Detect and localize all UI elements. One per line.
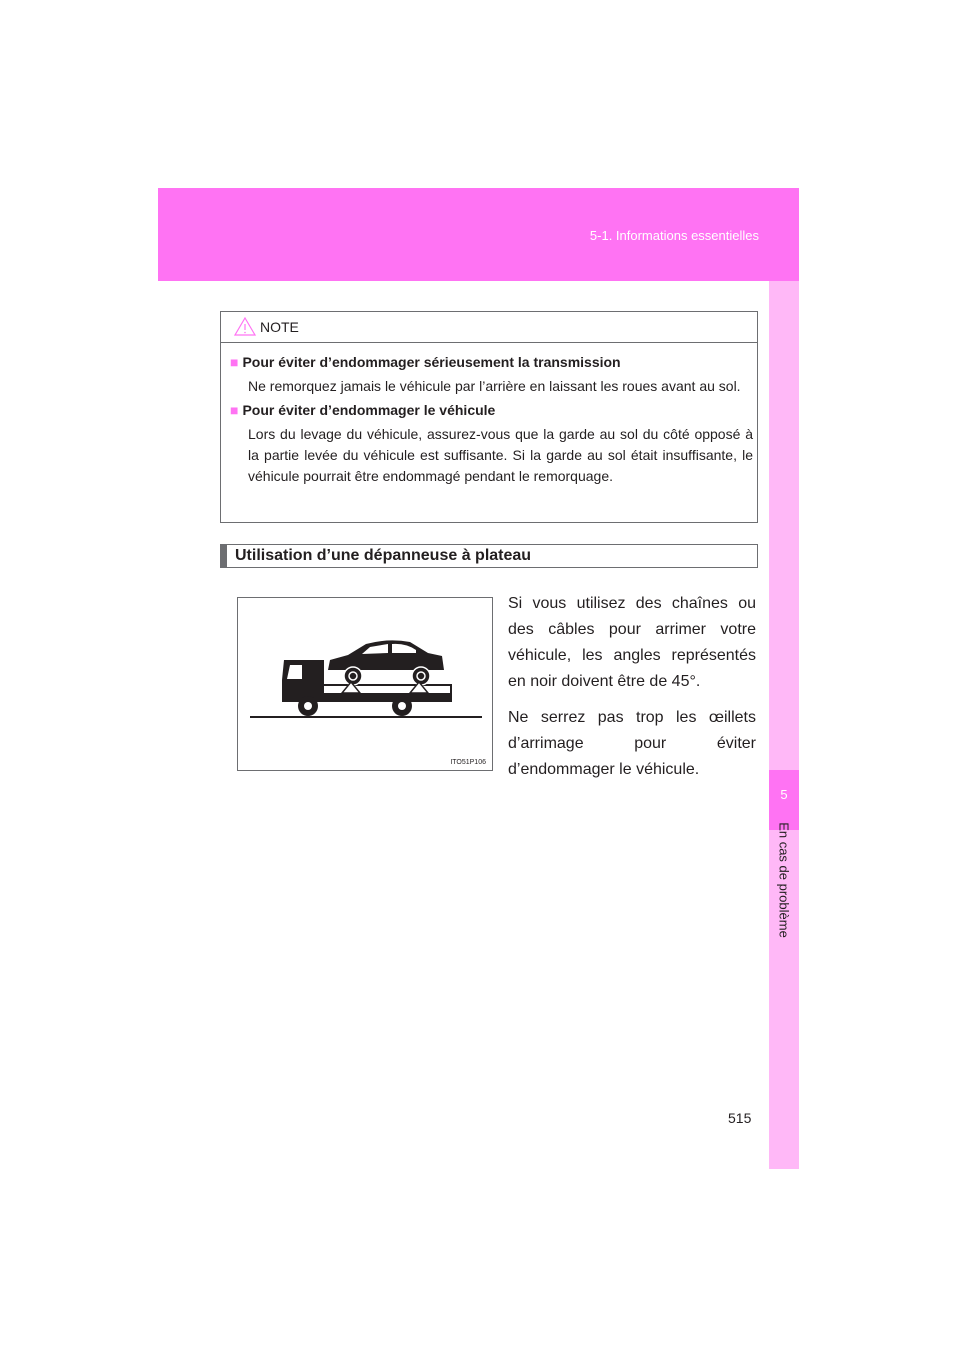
note-heading-transmission: ■ Pour éviter d’endommager sérieusement la transmission <box>230 354 621 370</box>
note-header <box>221 312 757 343</box>
page-number: 515 <box>728 1110 752 1126</box>
chapter-label: En cas de problème <box>776 822 792 938</box>
bullet-square-icon: ■ <box>230 354 239 370</box>
section-title: Utilisation d’une dépanneuse à plateau <box>235 547 532 564</box>
note-text-vehicle: Lors du levage du véhicule, assurez-vous que la garde au sol du côté opposé à la partie levée du véhicule est suffisante. Si la garde au sol était insuffisante, le véhicule pourrait être endommagé pendant le remorquage. <box>248 426 753 484</box>
note-title: NOTE <box>260 319 299 335</box>
body-paragraph: Ne serrez pas trop les œillets d’arrimage pour éviter d’endommager le véhicule. <box>508 709 756 778</box>
header-section-title: 5-1. Informations essentielles <box>589 228 759 243</box>
page-header <box>158 188 799 281</box>
body-text <box>508 591 756 793</box>
illustration-code: ITO51P106 <box>450 759 486 766</box>
section-bar <box>221 545 227 567</box>
note-body <box>221 343 757 487</box>
chapter-side-tab <box>769 281 799 1169</box>
note-text-transmission: Ne remorquez jamais le véhicule par l’arrière en laissant les roues avant au sol. <box>248 378 741 394</box>
body-paragraph: Si vous utilisez des chaînes ou des câbles pour arrimer votre véhicule, les angles représentés en noir doivent être de 45°. <box>508 595 756 690</box>
note-box <box>220 311 758 523</box>
chapter-number: 5 <box>780 787 788 802</box>
note-heading-vehicle: ■ Pour éviter d’endommager le véhicule <box>230 402 496 418</box>
section-heading <box>220 544 758 568</box>
flatbed-truck-car-image <box>238 598 492 770</box>
bullet-square-icon: ■ <box>230 402 239 418</box>
flatbed-illustration <box>237 597 493 771</box>
warning-triangle-icon <box>234 317 256 336</box>
